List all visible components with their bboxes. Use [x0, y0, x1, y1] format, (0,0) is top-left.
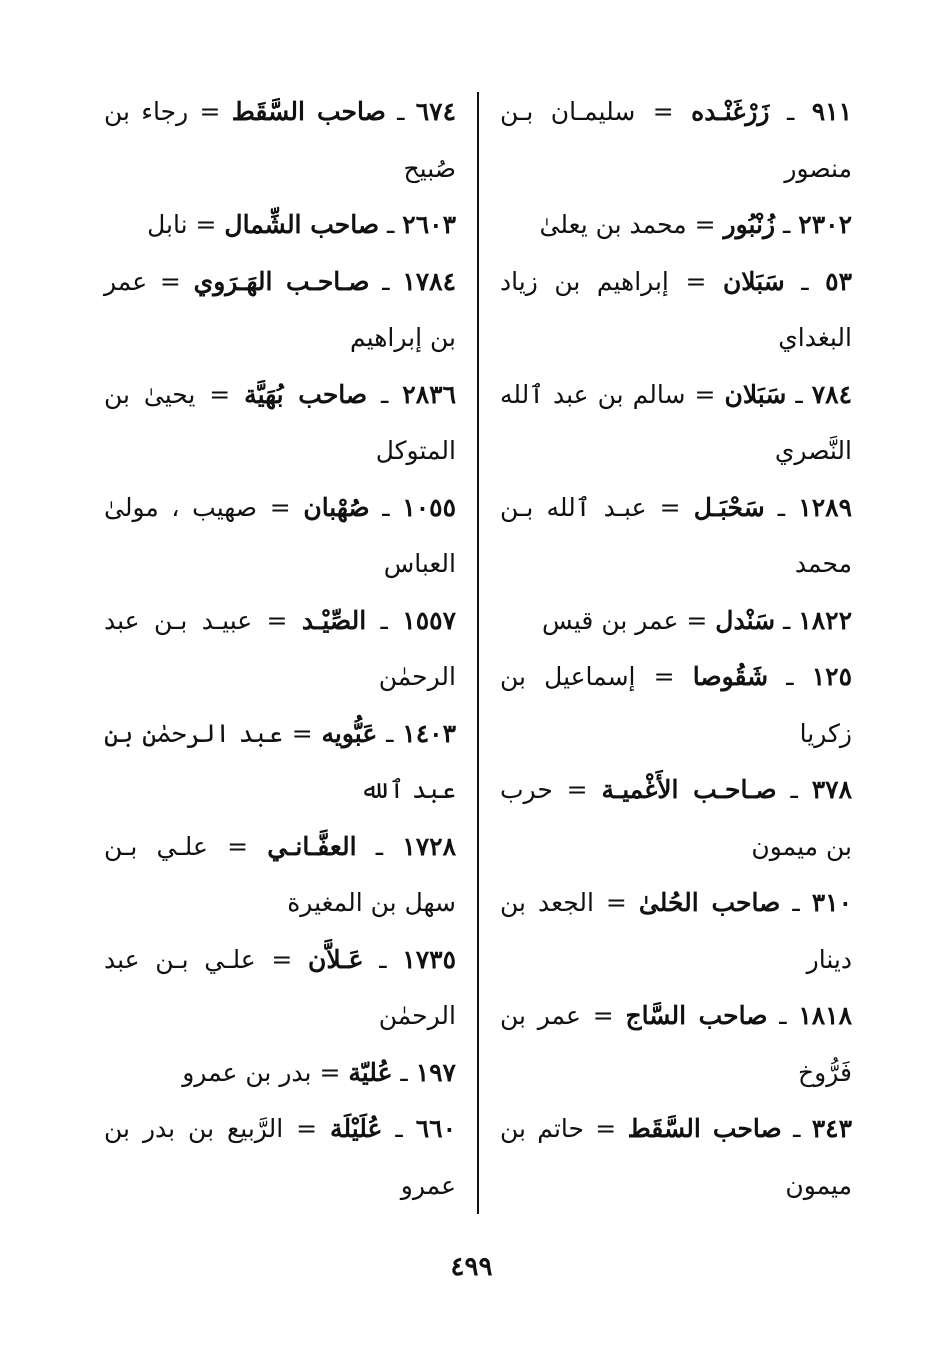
entry: ١٢٨٩ ـ سَحْبَـل = عبـد ٱلله بـن محمد — [500, 492, 852, 578]
entry-name: صـاحـب الأَغْميـة — [601, 775, 777, 804]
entry-name: سَحْبَـل — [693, 492, 765, 522]
entry-value: يحيىٰ بن المتوكل — [104, 379, 456, 465]
entry: ٩١١ ـ زَرْغَنْـده = سليمـان بـن منصور — [500, 97, 853, 183]
entry-number: ٩١١ — [811, 97, 853, 126]
entry: ١٧٨٤ ـ صـاحـب الهَـرَوي = عمر بن إبراهيم — [104, 266, 457, 352]
entry: ١٨١٨ ـ صاحب السَّاج = عمر بن فَرُّوخ — [500, 1001, 853, 1087]
entry-value: علـي بـن عبد الرحمٰن — [104, 944, 456, 1030]
entry-name: صُهْبان — [303, 492, 370, 522]
entry-number: ٢٦٠٣ — [402, 210, 456, 239]
entry-number: ٦٧٤ — [415, 97, 457, 126]
entry-number: ١٨١٨ — [798, 1001, 853, 1030]
entry-value: الجعد بن دينار — [500, 888, 852, 974]
entry-value: عمر بن قيس — [542, 605, 679, 635]
entry-value: عمر بن إبراهيم — [104, 266, 456, 352]
entry-value: سليمـان بـن منصور — [500, 97, 852, 183]
entry-value: عبـد ٱلله بـن محمد — [500, 492, 852, 578]
entry: ١٩٧ ـ عُليّة = بدر بن عمرو — [182, 1057, 456, 1087]
entry-number: ١٢٥ — [811, 662, 853, 691]
page-number: ٤٩٩ — [450, 1252, 493, 1282]
entry: ١٧٣٥ ـ عَـلاَّن = علـي بـن عبد الرحمٰن — [104, 944, 456, 1030]
entry-name: الصِّيْـد — [301, 605, 367, 635]
entry-number: ٣٤٣ — [811, 1114, 853, 1143]
entry-name: سَبَلان — [722, 266, 785, 296]
entry-name: صـاحـب الهَـرَوي — [193, 266, 370, 296]
entry: ١٨٢٢ ـ سَنْدل = عمر بن قيس — [542, 605, 852, 635]
entry: ٢٦٠٣ ـ صاحب الشِّمال = نابل — [147, 210, 456, 239]
entry-value: عبيـد بـن عبد الرحمٰن — [104, 605, 456, 691]
entry-number: ١٩٧ — [415, 1057, 456, 1087]
entry-number: ٢٨٣٦ — [402, 379, 456, 409]
entry-value: محمد بن يعلىٰ — [539, 210, 687, 239]
entry-number: ١٧٢٨ — [402, 831, 456, 861]
entry-name: صاحب الحُلىٰ — [638, 888, 781, 917]
entry-number: ٦٦٠ — [415, 1114, 457, 1143]
entry-name: شَقُوصا — [692, 662, 769, 691]
entry: ١٤٠٣ ـ عَبُّويه = عبد الرحمٰن بن عبد ٱلله — [104, 718, 456, 804]
entry-name: عُلَيْلَة — [330, 1114, 383, 1143]
entry-value: عبد الرحمٰن بن عبد ٱلله — [104, 718, 456, 804]
entry-name: زَرْغَنْـده — [691, 97, 770, 126]
entry-value: إسماعيل بن زكريا — [500, 662, 852, 748]
entry-name: عَبُّويه — [321, 718, 378, 748]
entry-number: ١٨٢٢ — [798, 605, 852, 635]
entry-name: عَـلاَّن — [308, 944, 364, 974]
column-divider — [477, 92, 479, 1214]
left-column — [104, 84, 456, 1214]
entry-value: علـي بـن سهل بن المغيرة — [104, 831, 456, 917]
entry-name: زُنْبُور — [723, 210, 776, 239]
entry-name: سَنْدل — [715, 605, 776, 635]
entry: ٥٣ ـ سَبَلان = إبراهيم بن زياد البغداي — [500, 266, 852, 352]
entry-name: عُليّة — [348, 1057, 393, 1087]
entry-number: ٥٣ — [825, 266, 852, 296]
entry-name: صاحب السَّاج — [625, 1001, 768, 1030]
entry-name: سَبَلان — [724, 379, 787, 409]
entry-value: نابل — [147, 210, 188, 239]
entry-value: عمر بن فَرُّوخ — [500, 1001, 852, 1087]
entry-value: سالم بن عبد ٱلله النَّصري — [500, 379, 852, 465]
entry-value: الرَّبيع بن بدر بن عمرو — [104, 1114, 456, 1200]
entry: ١٠٥٥ ـ صُهْبان = صهيب ، مولىٰ العباس — [104, 492, 456, 578]
right-column — [500, 84, 852, 1214]
entry-name: صاحب بُهَيَّة — [244, 379, 368, 409]
entry-number: ١٧٨٤ — [402, 266, 457, 296]
entry: ٣٧٨ ـ صـاحـب الأَغْميـة = حرب بن ميمون — [500, 775, 853, 861]
entry-number: ٧٨٤ — [811, 379, 853, 409]
entry-value: صهيب ، مولىٰ العباس — [104, 492, 456, 578]
entry-name: صاحب السَّقَط — [627, 1114, 782, 1143]
entry-value: بدر بن عمرو — [182, 1057, 312, 1087]
entry: ١٢٥ ـ شَقُوصا = إسماعيل بن زكريا — [500, 662, 853, 748]
entry: ٢٣٠٢ ـ زُنْبُور = محمد بن يعلىٰ — [539, 210, 852, 239]
entry-number: ١٧٣٥ — [402, 944, 456, 974]
entry-number: ٣٧٨ — [811, 775, 853, 804]
entry-number: ٣١٠ — [811, 888, 853, 917]
entry-number: ١٤٠٣ — [402, 718, 456, 748]
entry: ٣١٠ ـ صاحب الحُلىٰ = الجعد بن دينار — [500, 888, 853, 974]
entry-name: صاحب السَّقَط — [231, 97, 386, 126]
entry-number: ١٢٨٩ — [798, 492, 852, 522]
entry-value: حاتم بن ميمون — [500, 1114, 852, 1200]
entry: ١٧٢٨ ـ العفَّـانـي = علـي بـن سهل بن المغيرة — [104, 831, 456, 917]
entry: ٧٨٤ ـ سَبَلان = سالم بن عبد ٱلله النَّصري — [500, 379, 853, 465]
entry: ٢٨٣٦ ـ صاحب بُهَيَّة = يحيىٰ بن المتوكل — [104, 379, 456, 465]
entry-value: رجاء بن صُبيح — [104, 97, 456, 183]
entry-number: ٢٣٠٢ — [798, 210, 852, 239]
entry: ٦٦٠ ـ عُلَيْلَة = الرَّبيع بن بدر بن عمرو — [104, 1114, 457, 1200]
entry-value: حرب بن ميمون — [500, 775, 852, 861]
entry: ١٥٥٧ ـ الصِّيْـد = عبيـد بـن عبد الرحمٰن — [104, 605, 457, 691]
entry-number: ١٥٥٧ — [402, 605, 457, 635]
entry: ٣٤٣ ـ صاحب السَّقَط = حاتم بن ميمون — [500, 1114, 853, 1200]
entry-name: صاحب الشِّمال — [224, 210, 380, 239]
entry: ٦٧٤ ـ صاحب السَّقَط = رجاء بن صُبيح — [104, 97, 457, 183]
entry-number: ١٠٥٥ — [402, 492, 456, 522]
entry-value: إبراهيم بن زياد البغداي — [500, 266, 852, 352]
entry-name: العفَّـانـي — [267, 831, 357, 861]
